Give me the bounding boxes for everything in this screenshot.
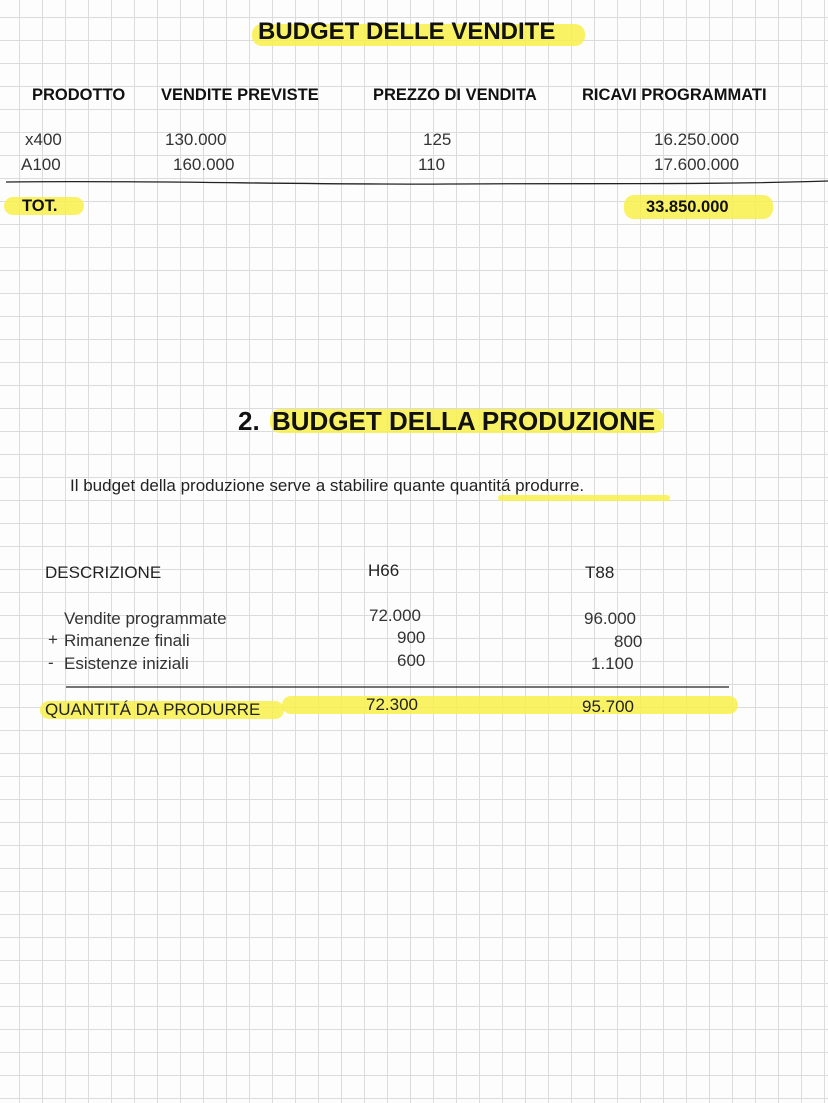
production-row-h66: 900: [397, 628, 426, 647]
production-row-t88: 800: [614, 632, 643, 651]
sales-row-vendite: 130.000: [165, 130, 227, 149]
sales-row-prezzo: 125: [423, 130, 452, 149]
header-prezzo-di-vendita: PREZZO DI VENDITA: [373, 86, 537, 104]
intro-text: [70, 476, 584, 496]
header-h66: H66: [368, 561, 400, 580]
header-prodotto: PRODOTTO: [32, 86, 126, 104]
sales-total-value: 33.850.000: [646, 198, 729, 216]
sales-budget-title: BUDGET DELLE VENDITE: [258, 18, 556, 45]
intro-text-plain: Il budget della produzione serve a stabilire quante: [70, 476, 450, 495]
production-row-sign: -: [48, 653, 54, 672]
production-row-t88: 96.000: [584, 609, 636, 628]
sales-row-vendite: 160.000: [173, 155, 235, 174]
underline-highlight: [498, 495, 670, 501]
sales-row-ricavi: 17.600.000: [654, 155, 740, 174]
production-row-sign: +: [48, 630, 58, 649]
production-total-t88: 95.700: [582, 697, 634, 716]
production-total-label: QUANTITÁ DA PRODURRE: [45, 700, 261, 719]
production-row-t88: 1.100: [591, 654, 634, 673]
production-row-h66: 600: [397, 651, 426, 670]
sales-row-prodotto: A100: [21, 155, 61, 174]
sales-row-prezzo: 110: [418, 155, 446, 174]
header-descrizione: DESCRIZIONE: [45, 563, 162, 582]
intro-text-underlined: quantitá produrre.: [449, 476, 585, 495]
production-row-label: Esistenze iniziali: [64, 654, 189, 673]
header-vendite-previste: VENDITE PREVISTE: [161, 86, 319, 104]
production-budget-number: 2.: [238, 406, 260, 436]
production-budget-title: BUDGET DELLA PRODUZIONE: [272, 406, 656, 436]
header-t88: T88: [585, 563, 615, 582]
header-ricavi-programmati: RICAVI PROGRAMMATI: [582, 86, 767, 104]
sales-total-label: TOT.: [22, 197, 58, 215]
production-row-label: Rimanenze finali: [64, 631, 190, 650]
production-row-h66: 72.000: [369, 606, 421, 625]
sales-row-prodotto: x400: [25, 130, 62, 149]
production-total-h66: 72.300: [366, 695, 418, 714]
total-row-highlight: [282, 696, 738, 714]
sales-row-ricavi: 16.250.000: [654, 130, 740, 149]
production-row-label: Vendite programmate: [64, 609, 227, 628]
